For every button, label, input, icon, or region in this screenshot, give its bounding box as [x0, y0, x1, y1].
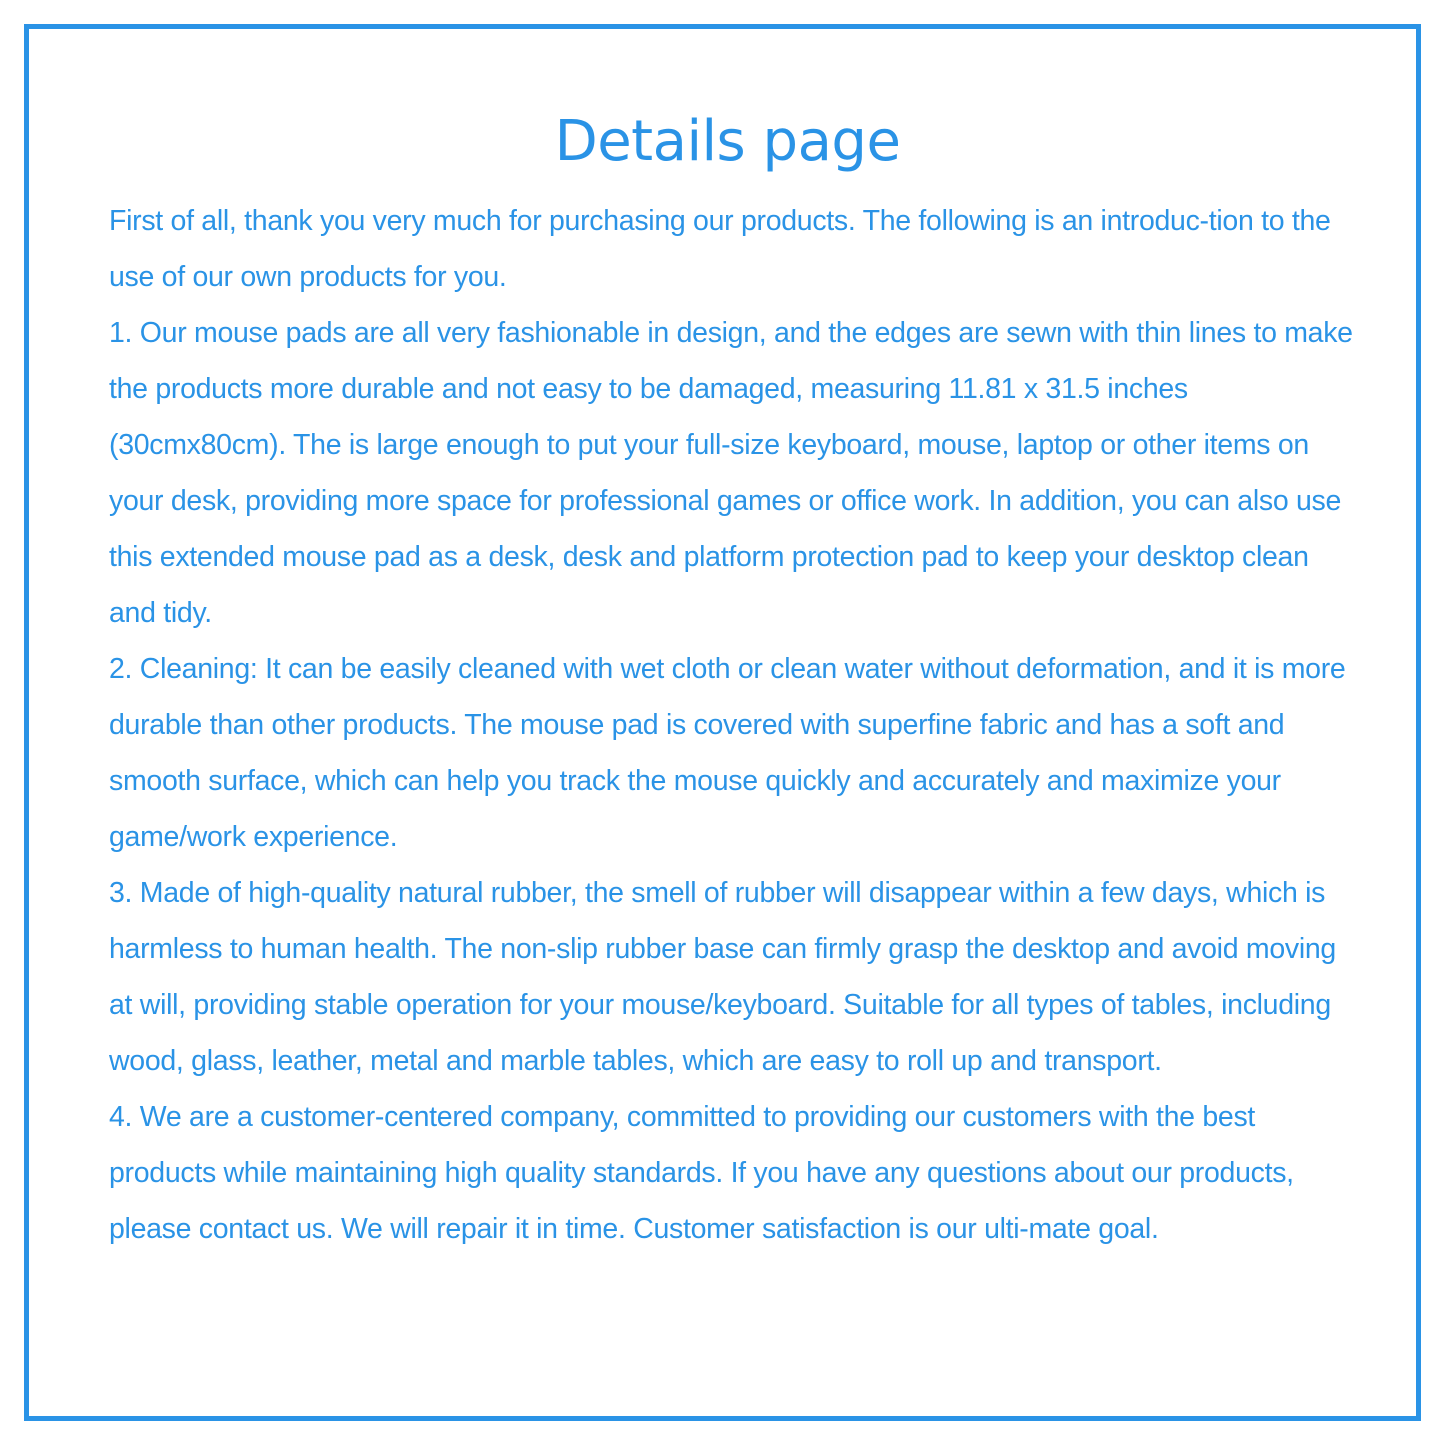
point-3-paragraph: 3. Made of high-quality natural rubber, the smell of rubber will disappear within a few days, which is harmless to human health. The non-slip rubber base can firmly grasp the desktop and avoid moving at will, providing stable operation for your mouse/keyboard. Suitable for all types of tables, including wood, glass, leather, metal and marble tables, which are easy to roll up and transport. — [109, 877, 1336, 1077]
point-4-paragraph: 4. We are a customer-centered company, committed to providing our customers with the best products while maintaining high quality standards. If you have any questions about our products, please contact us. We will repair it in time. Customer satisfaction is our ulti-mate goal. — [109, 1101, 1294, 1245]
point-1-paragraph: 1. Our mouse pads are all very fashionable in design, and the edges are sewn with thin lines to make the products more durable and not easy to be damaged, measuring 11.81 x 31.5 inches (30cmx80cm). The is large enough to put your full-size keyboard, mouse, laptop or other items on your desk, providing more space for professional games or office work. In addition, you can also use this extended mouse pad as a desk, desk and platform protection pad to keep your desktop clean and tidy. — [109, 317, 1353, 629]
intro-paragraph: First of all, thank you very much for purchasing our products. The following is an introduc-tion to the use of our own products for you. — [109, 205, 1331, 293]
details-frame — [24, 24, 1421, 1421]
details-body — [109, 193, 1359, 1257]
page-title: Details page — [554, 109, 901, 174]
point-2-paragraph: 2. Cleaning: It can be easily cleaned with wet cloth or clean water without deformation, and it is more durable than other products. The mouse pad is covered with superfine fabric and has a soft and smooth surface, which can help you track the mouse quickly and accurately and maximize your game/work experience. — [109, 653, 1346, 853]
